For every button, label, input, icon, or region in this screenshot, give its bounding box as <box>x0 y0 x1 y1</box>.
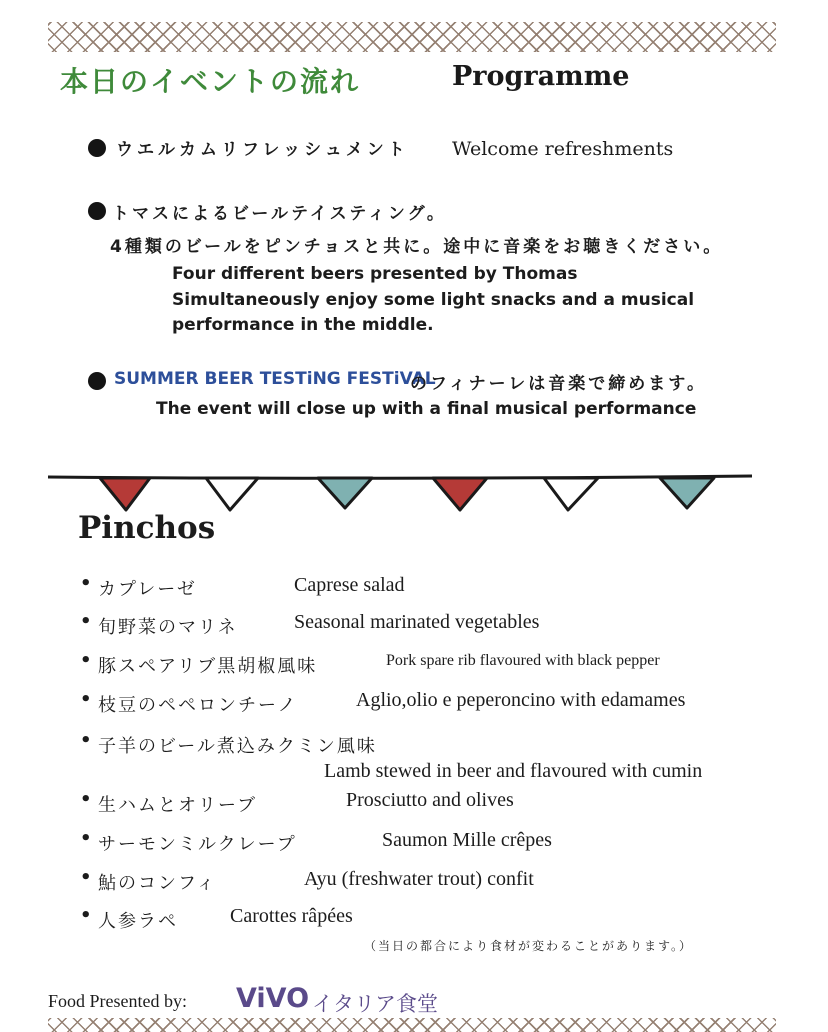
flag-teal-1 <box>318 478 372 508</box>
pincho-jp: 豚スペアリブ黒胡椒風味 <box>98 656 318 677</box>
pincho-en: Saumon Mille crêpes <box>382 829 552 851</box>
list-bullet: • <box>80 689 92 710</box>
programme-title-en: Programme <box>452 61 630 92</box>
flag-white-1 <box>206 478 258 510</box>
pincho-jp: 鮎のコンフィ <box>98 873 217 894</box>
pincho-jp: 生ハムとオリーブ <box>98 795 258 816</box>
item1-jp: ウエルカムリフレッシュメント <box>116 140 409 160</box>
flag-teal-2 <box>660 478 714 508</box>
pincho-en: Ayu (freshwater trout) confit <box>304 868 534 890</box>
pincho-jp: サーモンミルクレープ <box>98 834 297 855</box>
bullet-dot-2 <box>88 202 106 220</box>
vivo-logo-jp: イタリア食堂 <box>312 992 438 1016</box>
pincho-jp: 旬野菜のマリネ <box>98 617 238 638</box>
pincho-jp: 人参ラペ <box>98 911 178 932</box>
item3-en: The event will close up with a final musical performance <box>156 399 697 419</box>
pinchos-title: Pinchos <box>78 510 216 546</box>
list-bullet: • <box>80 573 92 594</box>
flag-red-1 <box>100 478 150 510</box>
bullet-dot-1 <box>88 139 106 157</box>
pincho-jp: 子羊のビール煮込みクミン風味 <box>98 736 377 757</box>
pincho-jp: 枝豆のペペロンチーノ <box>98 695 298 716</box>
list-bullet: • <box>80 730 92 751</box>
pincho-en: Pork spare rib flavoured with black pepper <box>386 652 660 669</box>
flag-red-2 <box>433 478 487 510</box>
pincho-en: Aglio,olio e peperoncino with edamames <box>356 689 686 711</box>
top-lattice-border <box>48 22 776 52</box>
item2-en-line3: performance in the middle. <box>172 315 434 335</box>
pincho-en: Caprese salad <box>294 574 405 596</box>
festival-name: SUMMER BEER TESTiNG FESTiVAL <box>114 369 436 389</box>
bottom-lattice-border <box>48 1018 776 1032</box>
programme-title-jp: 本日のイベントの流れ <box>60 65 361 98</box>
pincho-en: Carottes râpées <box>230 905 353 927</box>
footer-label: Food Presented by: <box>48 991 187 1011</box>
list-bullet: • <box>80 611 92 632</box>
bullet-dot-3 <box>88 372 106 390</box>
pincho-en: Prosciutto and olives <box>346 789 514 811</box>
item1-en: Welcome refreshments <box>452 138 674 160</box>
ingredients-note: （当日の都合により食材が変わることがあります。） <box>364 939 694 953</box>
item2-en-line1: Four different beers presented by Thomas <box>172 264 578 284</box>
list-bullet: • <box>80 789 92 810</box>
pincho-en: Lamb stewed in beer and flavoured with cumin <box>324 760 703 782</box>
list-bullet: • <box>80 650 92 671</box>
list-bullet: • <box>80 867 92 888</box>
item3-jp: のフィナーレは音楽で締めます。 <box>410 374 707 394</box>
item2-jp-line1: トマスによるビールテイスティング。 <box>112 204 447 224</box>
list-bullet: • <box>80 828 92 849</box>
list-bullet: • <box>80 905 92 926</box>
item2-jp-line2: 4種類のビールをピンチョスと共に。途中に音楽をお聴きください。 <box>110 237 724 257</box>
pincho-en: Seasonal marinated vegetables <box>294 611 540 633</box>
item2-en-line2: Simultaneously enjoy some light snacks and a musical <box>172 290 695 310</box>
vivo-logo: ViVO <box>236 983 310 1014</box>
pincho-jp: カプレーゼ <box>98 579 197 600</box>
flag-white-2 <box>544 478 598 510</box>
